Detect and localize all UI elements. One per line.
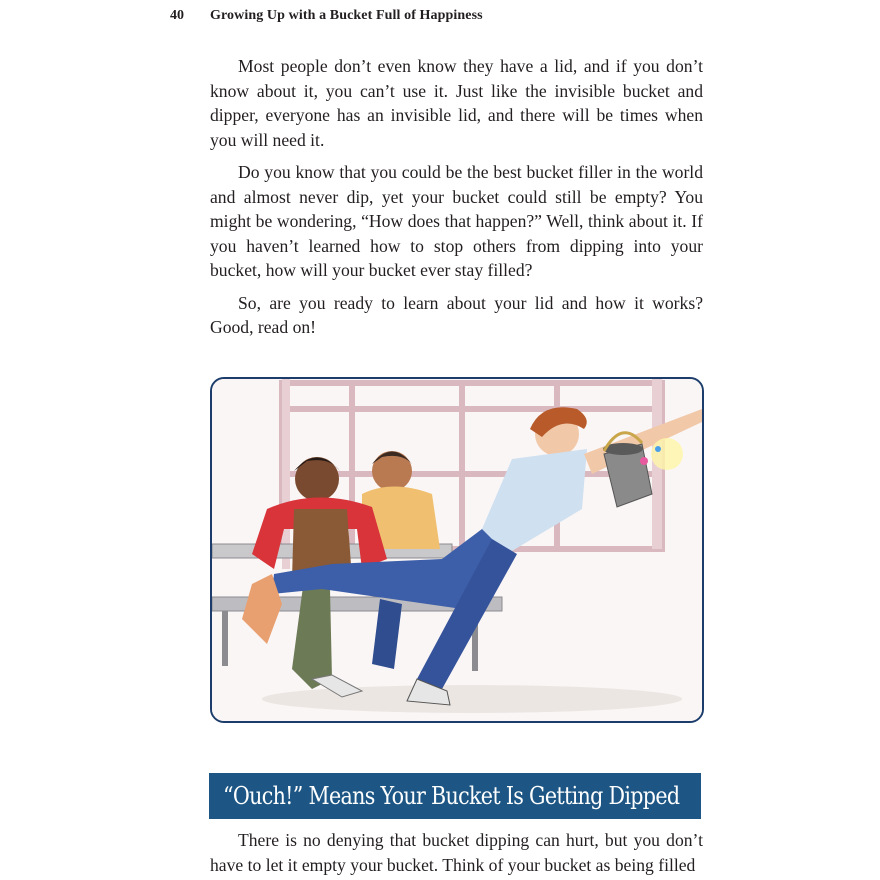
intro-text [210, 54, 703, 340]
after-text [210, 828, 703, 877]
paragraph: There is no denying that bucket dipping can hurt, but you don’t have to let it empty your bucket. Think of your bucket as being filled [210, 830, 703, 875]
paragraph: So, are you ready to learn about your lid and how it works? Good, read on! [210, 292, 703, 337]
page-number: 40 [170, 8, 184, 23]
illustration-frame [210, 377, 704, 723]
section-heading-text: “Ouch!” Means Your Bucket Is Getting Dipped [223, 782, 680, 810]
paragraph: Do you know that you could be the best bucket filler in the world and almost never dip, yet your bucket could still be empty? You might be wondering, “How does that happen?” Well, think about it. If you haven’t learned how to stop others from dipping into your bucket, how will your bucket ever stay filled? [210, 162, 703, 280]
illustration-boy-tripped-icon [212, 379, 702, 721]
page-header [0, 4, 880, 26]
running-title: Growing Up with a Bucket Full of Happiness [210, 8, 483, 23]
section-heading [209, 773, 701, 819]
paragraph: Most people don’t even know they have a lid, and if you don’t know about it, you can’t use it. Just like the invisible bucket and dipper, everyone has an invisible lid, and there will be times when you will need it. [210, 56, 703, 150]
